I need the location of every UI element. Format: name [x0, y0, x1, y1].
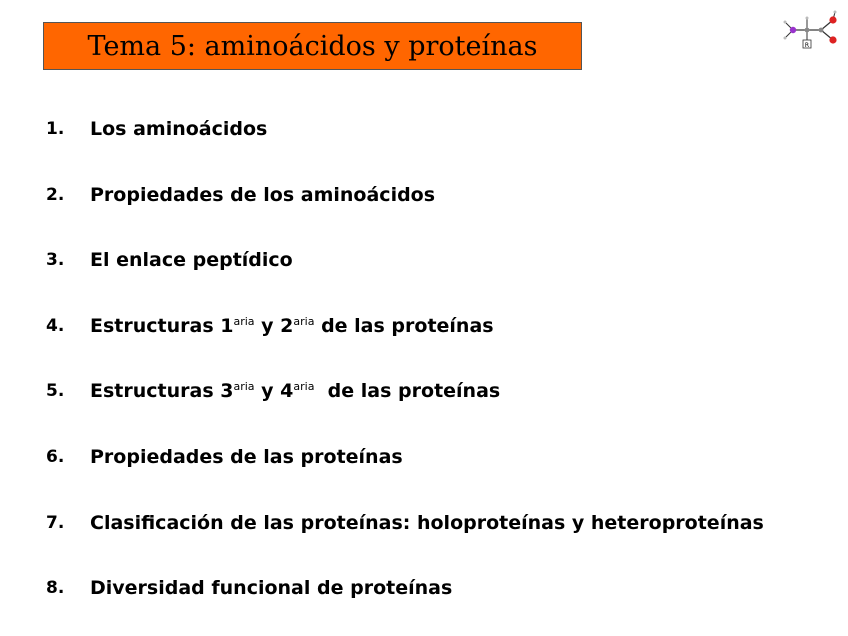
- topic-text: Estructuras 1: [90, 314, 234, 337]
- topic-label: [90, 577, 452, 599]
- page-title: Tema 5: aminoácidos y proteínas: [87, 30, 538, 62]
- topic-label: [90, 512, 764, 534]
- topic-text: Propiedades de las proteínas: [90, 446, 403, 468]
- topic-item: [46, 311, 494, 341]
- topic-number: 3.: [46, 250, 65, 271]
- topic-item: [46, 245, 293, 275]
- topic-number: 2.: [46, 184, 65, 205]
- topic-text: Clasificación de las proteínas: holoproteínas y heteroproteínas: [90, 511, 764, 534]
- topic-number: 4.: [46, 315, 65, 336]
- ordinal-superscript: aria: [293, 314, 315, 328]
- amino-acid-molecule-icon: [779, 8, 841, 52]
- topic-item: [46, 114, 267, 144]
- topic-text: Diversidad funcional de proteínas: [90, 577, 453, 600]
- topic-text: y 2: [254, 314, 294, 337]
- side-chain-label: R: [804, 42, 810, 49]
- topic-item: [46, 573, 452, 603]
- title-banner: [43, 22, 582, 70]
- topic-label: [90, 249, 293, 271]
- topic-number: 6.: [46, 447, 65, 467]
- topic-label: [90, 380, 500, 402]
- topic-text: de las proteínas: [314, 314, 494, 337]
- topic-number: 1.: [46, 119, 65, 139]
- topic-text: El enlace peptídico: [90, 249, 293, 272]
- ordinal-superscript: aria: [293, 380, 315, 394]
- topic-text: Estructuras 3: [90, 380, 234, 403]
- topic-text: y 4: [254, 380, 294, 403]
- topic-label: [90, 446, 403, 468]
- topic-item: [46, 442, 403, 472]
- topic-text: de las proteínas: [314, 380, 501, 403]
- topic-label: [90, 315, 494, 337]
- topic-item: [46, 376, 500, 406]
- topic-number: 8.: [46, 578, 65, 599]
- topic-number: 7.: [46, 512, 65, 533]
- topic-text: Los aminoácidos: [90, 118, 268, 140]
- ordinal-superscript: aria: [233, 314, 255, 328]
- topic-text: Propiedades de los aminoácidos: [90, 183, 436, 206]
- ordinal-superscript: aria: [233, 380, 255, 394]
- topic-label: [90, 184, 435, 206]
- topic-item: [46, 180, 435, 210]
- topic-label: [90, 118, 267, 140]
- topic-number: 5.: [46, 381, 65, 402]
- topic-item: [46, 508, 764, 538]
